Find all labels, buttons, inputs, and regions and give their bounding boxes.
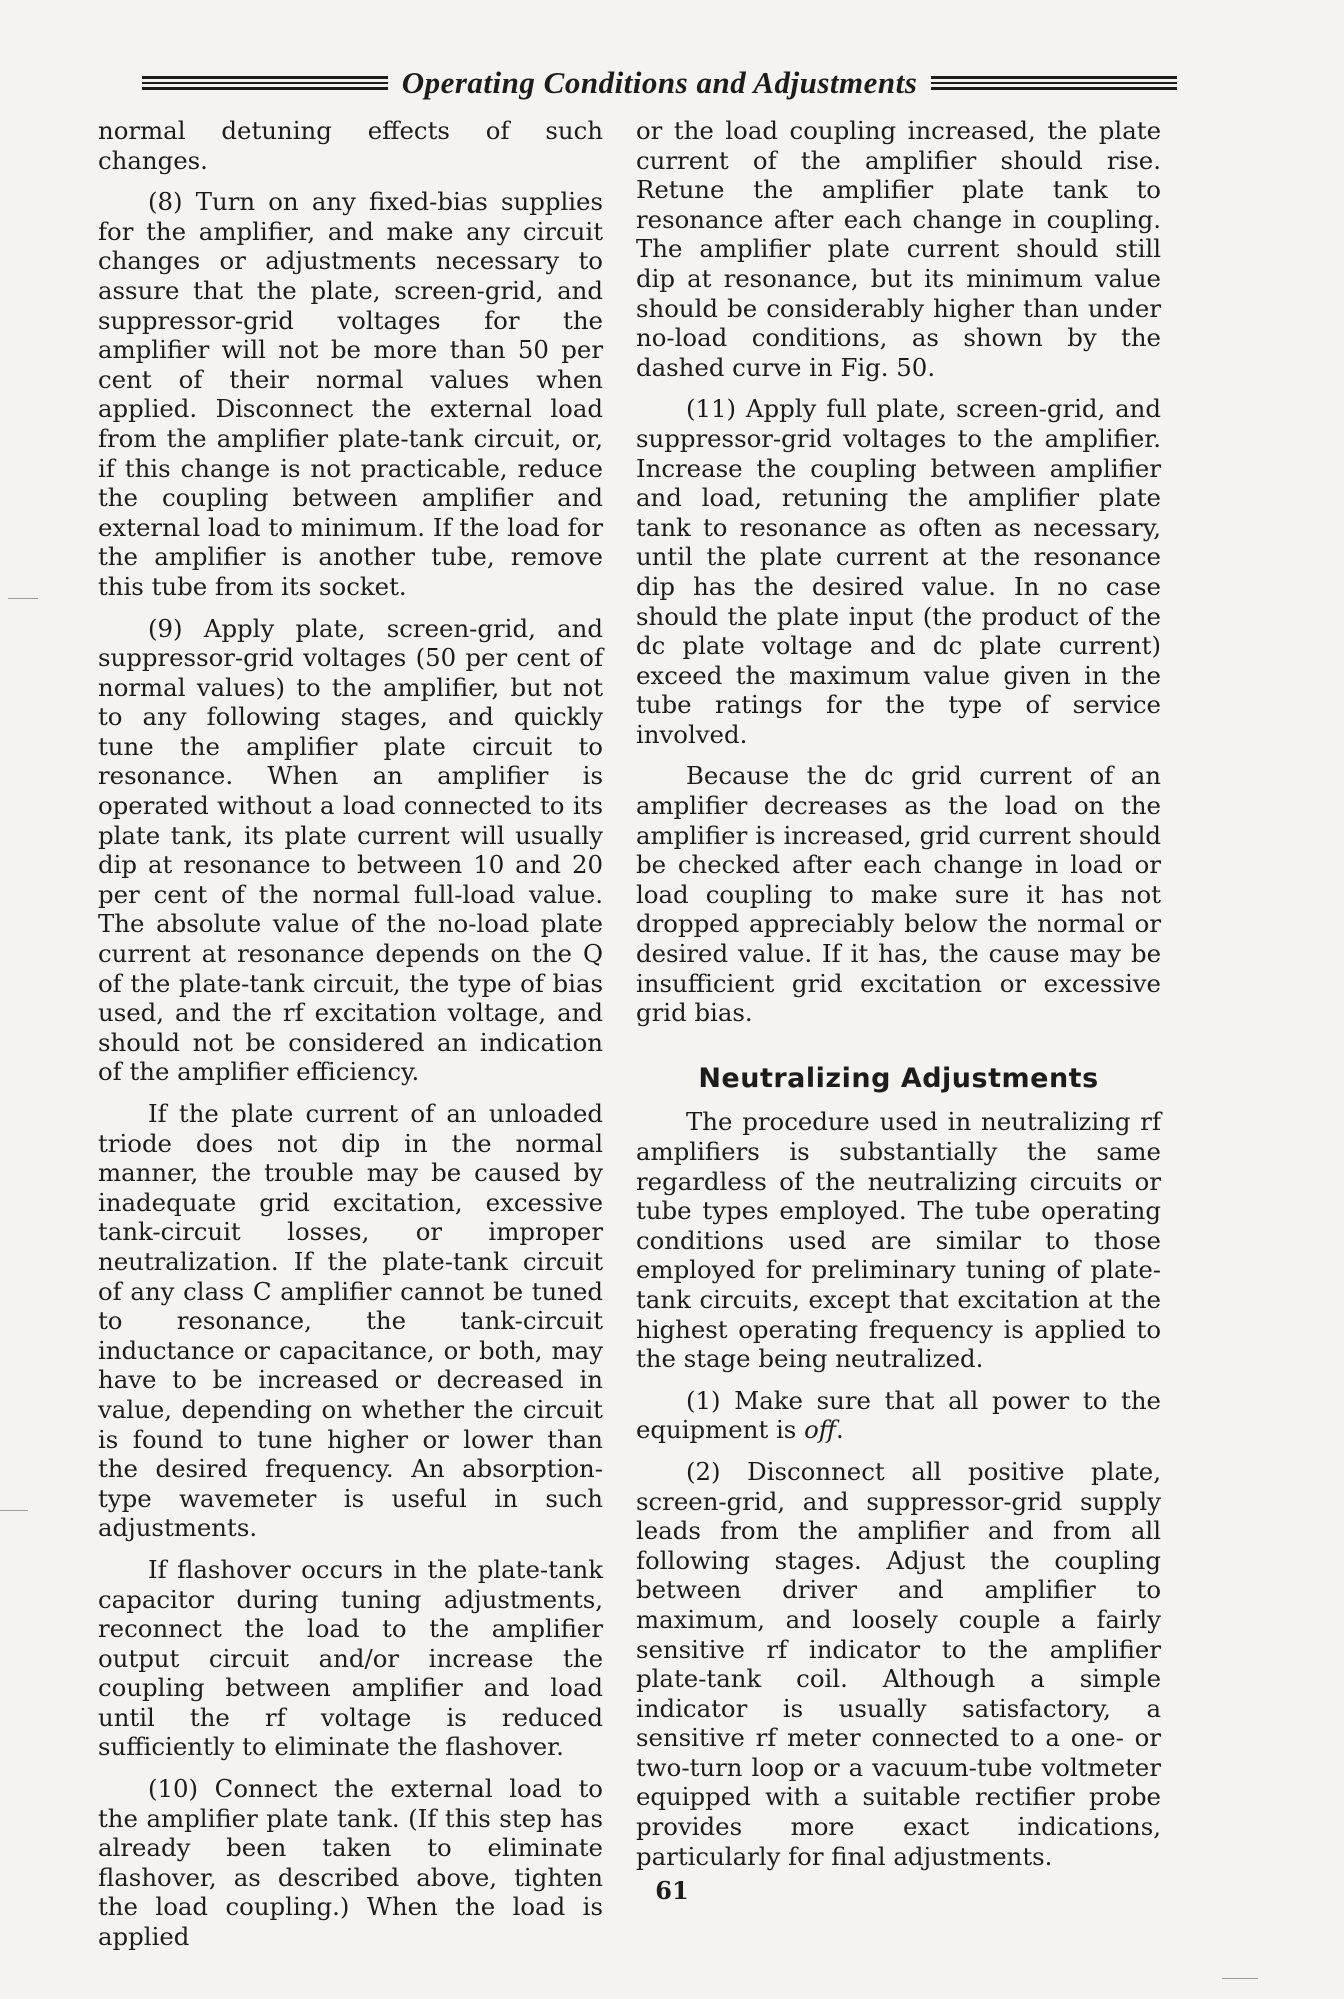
step-emphasis: off [804, 1415, 837, 1445]
header-rule-right [931, 76, 1177, 90]
step-text: (1) Make sure that all power to the equipment is [636, 1385, 1161, 1445]
paragraph: If the plate current of an unloaded triode does not dip in the normal manner, the trouble may be caused by inadequate grid excitation, excessive tank-circuit losses, or improper neutralization. If the plate-tank circuit of any class C amplifier cannot be tuned to resonance, the tank-circuit inductance or capacitance, or both, may have to be increased or decreased in value, depending on whether the circuit is found to tune higher or lower than the desired frequency. An absorption-type wavemeter is useful in such adjustments. [98, 1099, 603, 1543]
scan-speck [8, 598, 38, 599]
paragraph: (2) Disconnect all positive plate, screen-grid, and suppressor-grid supply leads from the amplifier and from all following stages. Adjust the coupling between driver and amplifier to maximum, and loosely couple a fairly sensitive rf indicator to the amplifier plate-tank coil. Although a simple indicator is usually satisfactory, a sensitive rf meter connected to a one- or two-turn loop or a vacuum-tube voltmeter equipped with a suitable rectifier probe provides more exact indications, particularly for final adjustments. [636, 1456, 1161, 1871]
paragraph: If flashover occurs in the plate-tank capacitor during tuning adjustments, reconnect the load to the amplifier output circuit and/or increase the coupling between amplifier and load until the rf voltage is reduced sufficiently to eliminate the flashover. [98, 1554, 603, 1762]
paragraph-step-1 [636, 1386, 1161, 1445]
header-title: Operating Conditions and Adjustments [401, 65, 918, 100]
paragraph: or the load coupling increased, the plate current of the amplifier should rise. Retune the amplifier plate tank to resonance after each change in coupling. The amplifier plate current should still dip at resonance, but its minimum value should be considerably higher than under no-load conditions, as shown by the dashed curve in Fig. 50. [636, 116, 1161, 382]
page-number: 61 [655, 1876, 689, 1905]
scan-speck [1222, 1978, 1258, 1979]
right-column [636, 116, 1161, 1883]
paragraph: (8) Turn on any fixed-bias supplies for the amplifier, and make any circuit changes or adjustments necessary to assure that the plate, screen-grid, and suppressor-grid voltages for the amplifier will not be more than 50 per cent of their normal values when applied. Disconnect the external load from the amplifier plate-tank circuit, or, if this change is not practicable, reduce the coupling between amplifier and external load to minimum. If the load for the amplifier is another tube, remove this tube from its socket. [98, 187, 603, 601]
paragraph: (10) Connect the external load to the amplifier plate tank. (If this step has already been taken to eliminate flashover, as described above, tighten the load coupling.) When the load is applied [98, 1774, 603, 1952]
paragraph: (11) Apply full plate, screen-grid, and suppressor-grid voltages to the amplifier. Increase the coupling between amplifier and load, retuning the amplifier plate tank to resonance as often as necessary, until the plate current at the resonance dip has the desired value. In no case should the plate input (the product of the dc plate voltage and dc plate current) exceed the maximum value given in the tube ratings for the type of service involved. [636, 394, 1161, 749]
running-header [142, 58, 1177, 108]
section-heading: Neutralizing Adjustments [698, 1062, 1099, 1094]
paragraph: The procedure used in neutralizing rf amplifiers is substantially the same regardless of the neutralizing circuits or tube types employed. The tube operating conditions used are similar to those employed for preliminary tuning of plate-tank circuits, except that excitation at the highest operating frequency is applied to the stage being neutralized. [636, 1107, 1161, 1374]
paragraph: Because the dc grid current of an amplifier decreases as the load on the amplifier is increased, grid current should be checked after each change in load or load coupling to make sure it has not dropped appreciably below the normal or desired value. If it has, the cause may be insufficient grid excitation or excessive grid bias. [636, 761, 1161, 1028]
paragraph: (9) Apply plate, screen-grid, and suppressor-grid voltages (50 per cent of normal values) to the amplifier, but not to any following stages, and quickly tune the amplifier plate circuit to resonance. When an amplifier is operated without a load connected to its plate tank, its plate current will usually dip at resonance to between 10 and 20 per cent of the normal full-load value. The absolute value of the no-load plate current at resonance depends on the Q of the plate-tank circuit, the type of bias used, and the rf excitation voltage, and should not be considered an indication of the amplifier efficiency. [98, 613, 603, 1087]
step-end: . [836, 1415, 844, 1445]
header-rule-left [142, 76, 388, 90]
left-column [98, 116, 603, 1964]
paragraph: normal detuning effects of such changes. [98, 116, 603, 175]
scan-speck [0, 1510, 28, 1511]
